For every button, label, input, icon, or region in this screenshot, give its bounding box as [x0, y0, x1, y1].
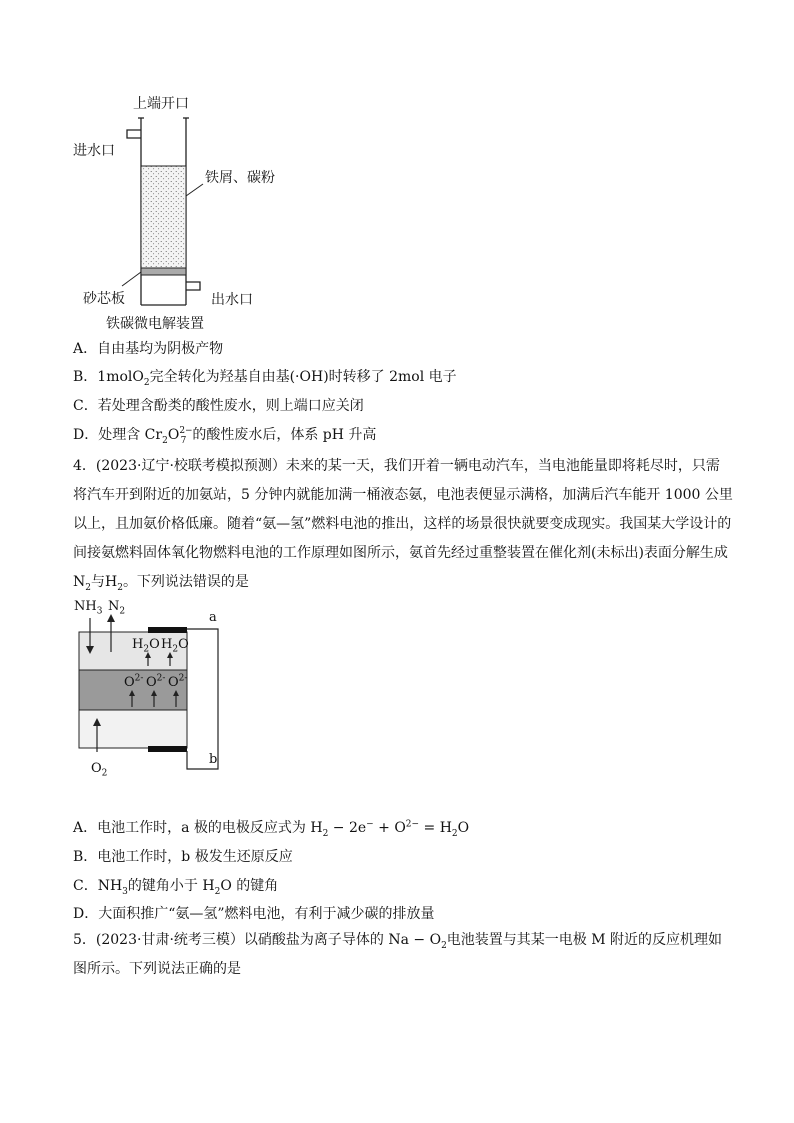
- q3-option-c: C．若处理含酚类的酸性废水，则上端口应关闭: [73, 398, 364, 414]
- fig1-plate-label: 砂芯板: [83, 291, 125, 307]
- fig2-electrode-b-label: b: [209, 752, 218, 767]
- q4-option-c: C．$NH_3$的键角小于 $H_2O$ 的键角: [73, 878, 279, 897]
- q5-stem: 5．(2023·甘肃·统考三模）以硝酸盐为离子导体的 $Na - O_2$电池装置与其某一电极 M 附近的反应机理如图所示。下列说法正确的是: [73, 932, 723, 977]
- fig2-h2o-label-1: $H_2O$: [132, 637, 160, 655]
- fig1-inlet-label: 进水口: [73, 143, 115, 159]
- fig2-o2-ion-label-1: $O^{2-}$: [124, 673, 144, 690]
- fig2-o2-label: $O_2$: [91, 761, 108, 779]
- q3-option-d: D．处理含 $Cr_2O^{2-}_7$ 的酸性废水后，体系 pH 升高: [73, 426, 377, 446]
- q4-option-a: A．电池工作时，a 极的电极反应式为 $H_2 - 2e^- + O^{2-} = H_2O$: [73, 819, 470, 839]
- fig2-nh3-label: $NH_3$: [74, 599, 103, 617]
- q3-option-a: A．自由基均为阴极产物: [73, 341, 224, 357]
- fig1-caption: 铁碳微电解装置: [106, 316, 204, 332]
- q4-option-d: D．大面积推广“氨—氢”燃料电池，有利于减少碳的排放量: [73, 906, 435, 922]
- fig2-h2o-label-2: $H_2O$: [161, 637, 189, 655]
- q4-option-b: B．电池工作时，b 极发生还原反应: [73, 849, 293, 865]
- fig1-top-label: 上端开口: [133, 96, 189, 112]
- q4-stem: 4．(2023·辽宁·校联考模拟预测）未来的某一天，我们开着一辆电动汽车，当电池能量即将耗尽时，只需将汽车开到附近的加氨站，5 分钟内就能加满一桶液态氨，电池表便显示满格，加满后汽车能开 1000 公里以上，且加氨价格低廉。随着“氨—氢”燃料电池的推出，这样的场景很快就要变成现实。我国某大学设计的间接氨燃料固体氧化物燃料电池的工作原理如图所示，氨首先经过重整装置在催化剂(未标出)表面分解生成 $N_2$与$H_2$。下列说法错误的是: [73, 458, 733, 593]
- fig2-electrode-a-label: a: [209, 610, 217, 625]
- fig1-fill-label: 铁屑、碳粉: [205, 170, 275, 186]
- fig2-o2-ion-label-2: $O^{2-}$: [146, 673, 166, 690]
- fig2-o2-ion-label-3: $O^{2-}$: [168, 673, 188, 690]
- q3-option-b: B．1molO$_2$完全转化为羟基自由基(·OH)时转移了 2mol 电子: [73, 369, 457, 388]
- fig2-n2-label: $N_2$: [108, 599, 126, 617]
- fig1-outlet-label: 出水口: [211, 292, 253, 308]
